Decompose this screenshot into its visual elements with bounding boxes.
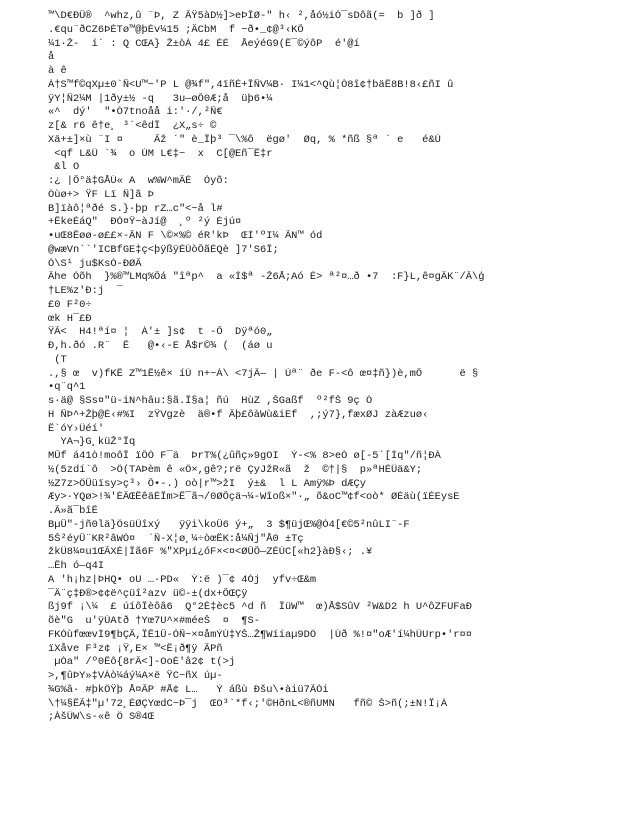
text-line: .Ã»ã¯bîÊ [48,505,98,517]
text-line: A 'h¡hz|ÞHQ• oU …·PD« Ý:ë )¯¢ 4Òj yfv÷Œ&m [48,573,317,586]
text-line: +ÊkeÉáQ" ÐÓ¤Ÿ~àJí@ ¸º ²ý Èjú¤ [48,216,242,229]
text-line: µÒa" /º0Êô{8rÂ<]-OoÈ'â2¢ t(>j [48,656,248,669]
text-line: B]ïàô¦ªðé S.}·þp rZ…c"<~å l# [48,202,223,215]
text-line: .€qu¨ðCZ6ÞÈTø™@þÈv¼15 ;ÄCbM f −ð•_¢@³‹KÕ [48,23,304,36]
text-line: ÿY¦Ñ2¼M |1ðy±½ -q 3u—øÕ0Æ;å üþ6•¼ [48,92,273,105]
text-line: •q¨q^1 [48,381,86,394]
text-line: 5Š²éyÛ¨KR²âWÓ¤ ´Ñ-X¦ø¸¼÷òœËK:å¼Ñj"Å0 ±Tç [48,532,304,545]
text-line: :¿ |Õ°ä‡GÅÙ« A w%W^mÄÉ Óyõ: [48,175,229,187]
text-line: †LE%z'Ð:j ¯ [48,285,123,297]
text-line: \†¼§ËÃ‡"µ'72¸ÉØÇYœdC~Þ¯j ŒO³`*f‹;'©HðnL<®ñUMN fñ© Š>ñ(;±N!Ï¡Á [48,697,448,710]
text-line: (T [48,353,67,366]
text-line: &l O [48,161,80,174]
text-line: ŸÃ< H4!ªí¤ ¦ À'± ]s¢ t -Õ Dÿªó0„ [48,326,273,339]
text-line: žkÜ8¼¤u1ŒÃXÉ|Îã6F %"XPµí¿óF×<¤<ØÛÕ—ZÉÚC[«h2}àÐ§‹; .¥ [48,546,373,559]
text-line: Ð,h.ðó .R¨ Ê @•‹-E Å$r©¾ ( (áø u [48,340,273,352]
text-line: <qf L&Ü `¾ o ÙM L€‡~ x C[@Eñ¯Ë‡r [48,147,273,160]
text-line: .,§ œ v)fKÊ Z™1Ë½ê× íÚ n+~À\ <7jÂ— | Úª¨ ðe F-<ô œ¤‡ñ})è,mÔ ë § [48,367,479,380]
text-line: ßj9f ¡\¼ £ úíôÎèôâ6 Q°2È‡èc5 ^d ñ ÎüW™ œ)Å$SûV ²W&D2 h U^ôZFUFaÐ [48,601,473,614]
text-line: Æy>·YQø>!¾'ÈÄŒÊêäÈÎm>Ë¯ã¬/0ØÕçä¬¼-Wîoß×"·„ õ&oC™¢f<oò* ØÈäù(ïÉEysE [48,491,460,504]
text-line: Xä+±]×ù ¨I ¤ Ãž ´" è_Îþ³ ¯\%ô ëgø' Øq, % *ñß §ª ` e é&Ú [48,133,441,146]
text-line: @wæVn``'ICBfGE‡ç<þÿßÿÉÙòÕãÈQè ]7'S6Î; [48,243,279,256]
text-line: MÛf á41ò!moôÎ ïÔÒ F¯ä ÞrT%(¿ûñç»9gOI Ý-<% 8>eÒ ø[-5´[Ìq"/ñ¦ÐÀ [48,450,441,462]
text-line: £0 F²0÷ [48,298,92,311]
text-line: Öùø+> ŸF Lï Ñ]ã Þ [48,188,155,201]
text-line: s·ä@ §Ss¤"ü-iN^hâu:§ã.Î§a¦ ñú HùZ ,ŠGaßf º²fŠ 9ç Ò [48,395,373,407]
text-line: FKÓùfœœvÌ9¶bÇÃ,ÏË1Û-ÓÑ~×¤åmÝÙ‡YŠ…Ž¶Wííaµ9DÖ |Ùð %!¤"oÆ'í¼hÜUrp•'r¤¤ [48,628,473,641]
text-line: •uŒ8Êøø-ø££×-ÃN F \©×%© éR'kÞ ŒÍ'ºI¼ ÃN™ ód [48,230,323,242]
text-line: å [48,51,55,64]
garbled-text-body [48,10,636,725]
text-line: ½Z7z>ÖÛüïsy>ç³› Õ•-.) oò|r™>žI ý±& l L Amÿ%Þ dÆÇy [48,477,367,490]
text-line: õè"G u'ÿÙAtð †Yœ7U^×#méeŠ ¤ ¶S- [48,615,261,627]
text-line: «^ dý' "•Ò7tnoåå i:'·/,²Ñ€ [48,106,223,119]
text-line: À†S™f©qXµ±0`Ñ<U™~'P L @¾f",4ïñÉ+ÎÑV¼B· I¼1<^Qù¦Ò8î¢†bäÊ8B!8‹£ñI û [48,78,454,91]
text-line: œk H¯£Ð [48,312,92,325]
text-line: ;ÀšÜW\s-«ê Ö S®4Œ [48,711,155,724]
text-line: ¼1·Ž- í´ : Q CŒA} Ž±òÀ 4£ ÈÈ ÅeýéG9(Ê¯©ýôP é'@í [48,37,360,50]
text-line: Âhe Óõh }%®™LMq%Õá "îªp^ a «Í$ª -Ž6Å;Aó É> ª²¤…ð •7 :F}L,ê¤gÂK¨/Â\ģ [48,271,485,284]
text-line: YA¬}G¸küŽ°Îq [48,436,136,449]
text-line: ½(5zdí`ô >Ö(TAÞèm ê «Ö×,gê?;rë ÇyJžR«ã ž ©†|§ p»ªHÉÜä&Y; [48,463,423,476]
text-line: ïXåve F³z¢ ¡Ÿ,E× ™<Ë¡ð¶ÿ ÃPñ [48,642,223,655]
text-line: H ÑÞ^+Žþ@È‹#%I zŸVgzè ä®•f Äþ£ôàWù&iEf ,;ý7},fæxØJ zàÆzuø‹ [48,408,429,421]
text-line: …Êh ó—q4I [48,560,105,572]
text-line: Ò\S¹ ju$KsÓ-ÐØÃ [48,257,142,270]
text-line: ™\D€ÐÛ® ^whz,û ¨Þ, Z ÂŸ5àD½]>eÞÎØ-" h‹ ²,åó½iÓ¯sDôã(= b ]ð ] [48,10,435,22]
text-line: >,¶ûÞY»‡VÀò¼áý¼A×ë ŸC~ñX úµ- [48,670,223,682]
text-line: ¾G%â· #þkÖŸþ Å¤ÃP #Å¢ L… Ý áßù Ðšu\•àiü7ÃÓi [48,683,329,696]
text-line: z[& r6 ê†e¸ ³´<êdÏ ¿X„s÷ © [48,120,217,132]
text-line: ¯Ä¨ç‡Ð®>¢¢ë^çüî²azv ü©-±(dx+ÕŒÇÿ [48,587,248,600]
text-line: à ê [48,65,67,77]
text-line: BµÛ"-jñ0lä}ÖsüÜîxý ÿÿi\koÛ6 ý+„ 3 $¶üjŒ%@Ó4[€©5²nûLI¨-F [48,518,410,531]
text-line: Ë`óY›Üéí' [48,422,105,435]
